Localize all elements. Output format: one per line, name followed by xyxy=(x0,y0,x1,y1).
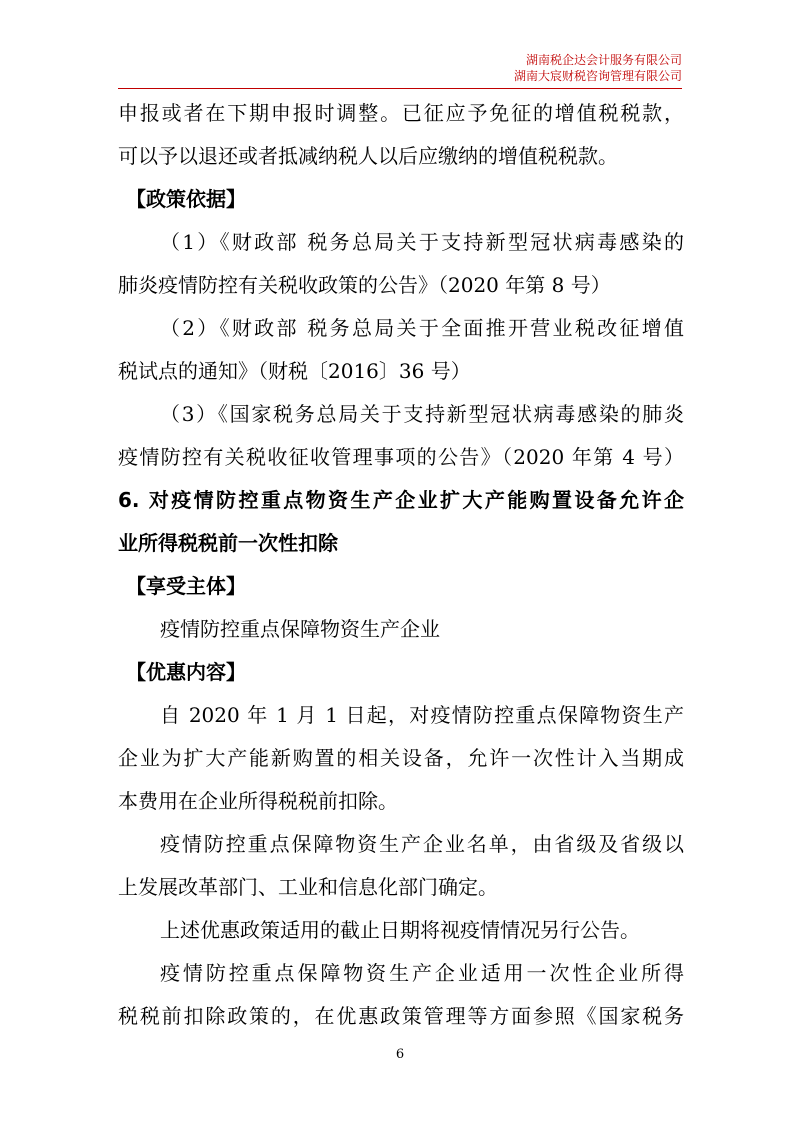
page-header xyxy=(514,52,682,84)
paragraph-line: 疫情防控重点保障物资生产企业名单，由省级及省级以 xyxy=(160,832,684,856)
paragraph-line: 疫情防控有关税收征收管理事项的公告》（2020 年第 4 号） xyxy=(118,445,684,469)
paragraph-line: 本费用在企业所得税税前扣除。 xyxy=(118,789,398,813)
paragraph-line: （3）《国家税务总局关于支持新型冠状病毒感染的肺炎 xyxy=(160,402,684,426)
paragraph-line: （2）《财政部 税务总局关于全面推开营业税改征增值 xyxy=(160,316,684,340)
paragraph-line: 可以予以退还或者抵减纳税人以后应缴纳的增值税税款。 xyxy=(118,144,618,168)
section-heading-beneficiary: 【享受主体】 xyxy=(126,574,246,598)
paragraph-line: 疫情防控重点保障物资生产企业 xyxy=(160,617,440,641)
paragraph-line: 税试点的通知》（财税〔2016〕36 号） xyxy=(118,359,471,383)
paragraph-line: 上发展改革部门、工业和信息化部门确定。 xyxy=(118,875,498,899)
header-company-2: 湖南大宸财税咨询管理有限公司 xyxy=(513,69,682,83)
paragraph-line: 自 2020 年 1 月 1 日起，对疫情防控重点保障物资生产 xyxy=(160,703,684,727)
section-heading-preferential-content: 【优惠内容】 xyxy=(126,660,246,684)
paragraph-line: 上述优惠政策适用的截止日期将视疫情情况另行公告。 xyxy=(160,918,640,942)
header-divider xyxy=(118,88,682,89)
document-body xyxy=(118,92,684,1038)
paragraph-line: 申报或者在下期申报时调整。已征应予免征的增值税税款， xyxy=(118,101,684,125)
paragraph-line: 税税前扣除政策的，在优惠政策管理等方面参照《国家税务 xyxy=(118,1004,684,1028)
item-title-continued: 业所得税税前一次性扣除 xyxy=(118,531,338,555)
header-company-1: 湖南税企达会计服务有限公司 xyxy=(525,53,682,67)
paragraph-line: （1）《财政部 税务总局关于支持新型冠状病毒感染的 xyxy=(160,230,684,254)
page-number: 6 xyxy=(395,1047,405,1062)
item-title: 6. 对疫情防控重点物资生产企业扩大产能购置设备允许企 xyxy=(118,488,684,512)
paragraph-line: 疫情防控重点保障物资生产企业适用一次性企业所得 xyxy=(160,961,684,985)
paragraph-line: 企业为扩大产能新购置的相关设备，允许一次性计入当期成 xyxy=(118,746,684,770)
section-heading-policy-basis: 【政策依据】 xyxy=(126,187,246,211)
paragraph-line: 肺炎疫情防控有关税收政策的公告》（2020 年第 8 号） xyxy=(118,273,611,297)
